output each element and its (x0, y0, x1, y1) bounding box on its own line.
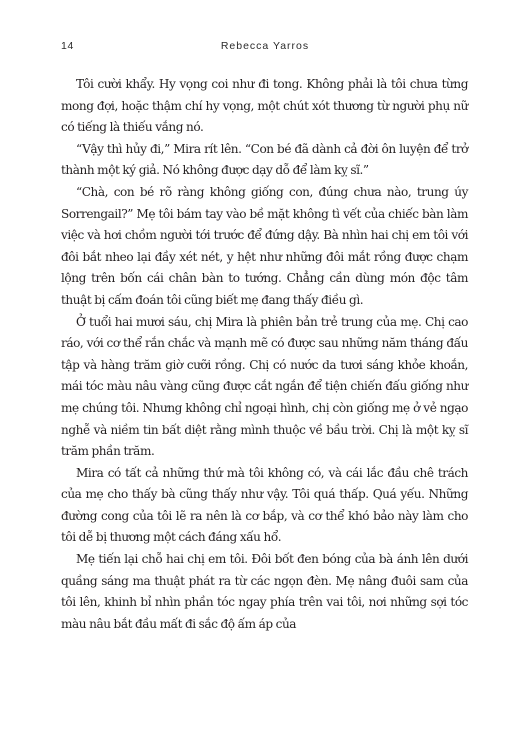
paragraph: Mira có tất cả những thứ mà tôi không có, và cái lắc đầu chê trách của mẹ cho thấy bà cũng thấy như vậy. Tôi quá thấp. Quá yếu. Những đường cong của tôi lẽ ra nên là cơ bắp, và cơ thể khó bảo này làm cho tôi dễ bị thương một cách đáng xấu hổ. (61, 465, 468, 545)
page-number: 14 (61, 40, 74, 52)
paragraph: Tôi cười khẩy. Hy vọng coi như đi tong. Không phải là tôi chưa từng mong đợi, hoặc thậm chí hy vọng, một chút xót thương từ người phụ nữ có tiếng là thiếu vắng nó. (61, 77, 468, 135)
paragraph: “Chà, con bé rõ ràng không giống con, đúng chưa nào, trung úy Sorrengail?” Mẹ tôi bám tay vào bề mặt không tì vết của chiếc bàn làm việc và hơi chồm người tới trước để đứng dậy. Bà nhìn hai chị em tôi với đôi bắt nheo lại đầy xét nét, y hệt như những đôi mắt rồng được chạm lộng trên bốn cái chân bàn to tướng. Chẳng cần dùng món độc tâm thuật bị cấm đoán tôi cũng biết mẹ đang thấy điều gì. (61, 184, 468, 307)
paragraph: “Vậy thì hủy đi,” Mira rít lên. “Con bé đã dành cả đời ôn luyện để trở thành một ký giả. Nó không được dạy dỗ để làm kỵ sĩ.” (61, 141, 468, 178)
page-header (61, 40, 469, 56)
paragraph: Ở tuổi hai mươi sáu, chị Mira là phiên bản trẻ trung của mẹ. Chị cao ráo, với cơ thể rắn chắc và mạnh mẽ có được sau những năm tháng đấu tập và hàng trăm giờ cưỡi rồng. Chị có nước da tươi sáng khỏe khoắn, mái tóc màu nâu vàng cũng được cắt ngắn để tiện chiến đấu giống như mẹ chúng tôi. Nhưng không chỉ ngoại hình, chị còn giống mẹ ở vẻ ngạo nghễ và niềm tin bất diệt rằng mình thuộc về bầu trời. Chị là một kỵ sĩ trăm phần trăm. (61, 314, 468, 459)
body-text (61, 74, 468, 635)
running-head-author: Rebecca Yarros (220, 40, 310, 52)
paragraph: Mẹ tiến lại chỗ hai chị em tôi. Đôi bốt đen bóng của bà ánh lên dưới quầng sáng ma thuật phát ra từ các ngọn đèn. Mẹ nâng đuôi sam của tôi lên, khinh bỉ nhìn phần tóc ngay phía trên vai tôi, nơi những sợi tóc màu nâu bắt đầu mất đi sắc độ ấm áp của (61, 552, 468, 631)
